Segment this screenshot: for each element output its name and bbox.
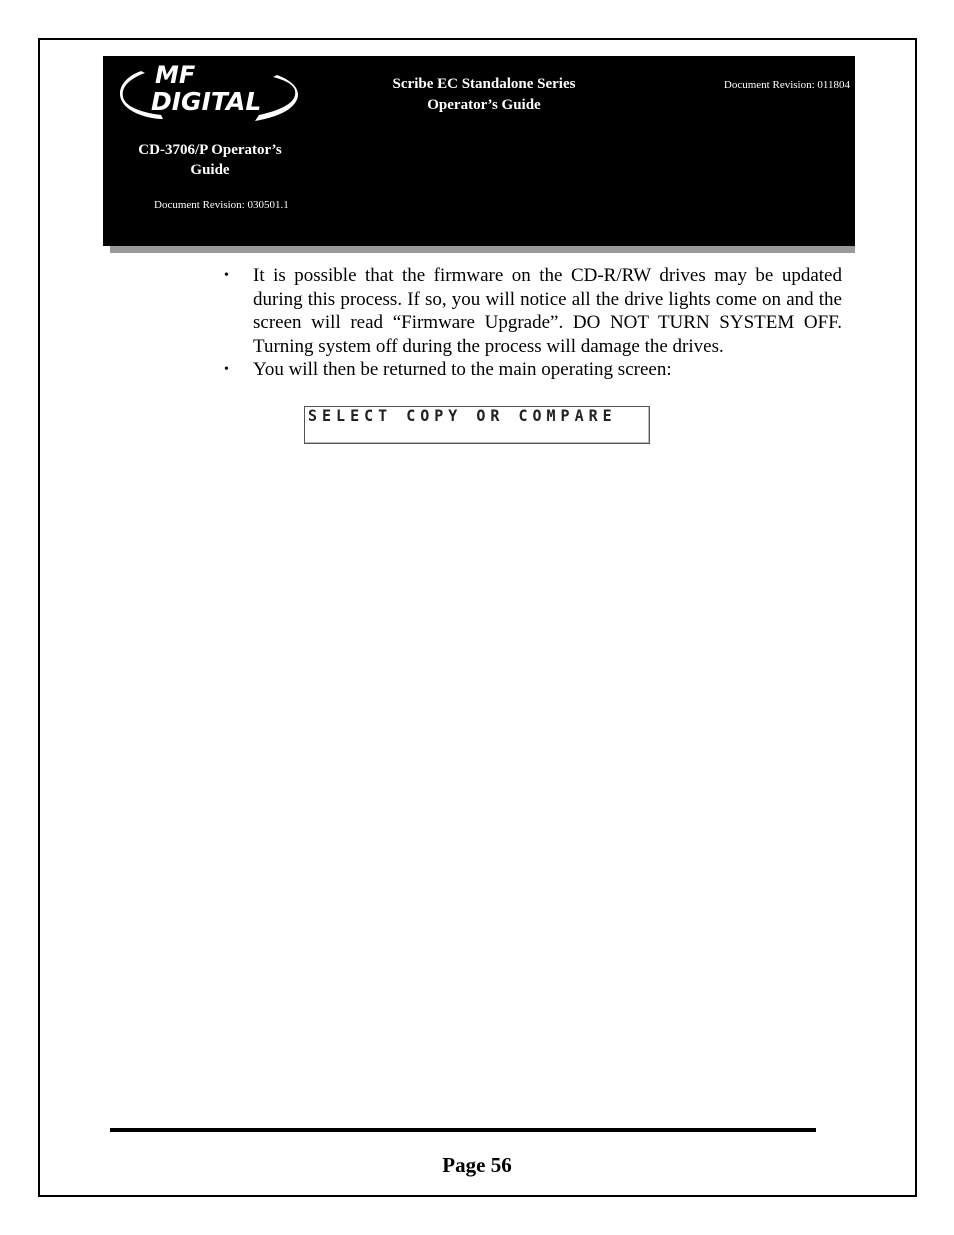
- document-revision-top: Document Revision: 011804: [723, 79, 850, 91]
- footer-divider: [110, 1128, 816, 1132]
- bullet-text: You will then be returned to the main operating screen:: [253, 359, 672, 381]
- bullet-icon: •: [224, 362, 229, 378]
- series-title: [360, 74, 608, 116]
- lcd-display-text: SELECT COPY OR COMPARE: [308, 406, 617, 426]
- lcd-screen-image: [304, 406, 650, 444]
- bullet-icon: •: [224, 268, 229, 283]
- header-shadow: [110, 246, 855, 253]
- model-title-line2: Guide: [190, 162, 230, 178]
- list-item: [222, 264, 842, 358]
- bullet-list: [222, 264, 842, 382]
- model-title-line1: CD-3706/P Operator’s: [138, 142, 282, 158]
- model-title: [110, 140, 310, 180]
- list-item: [222, 358, 842, 382]
- logo-text-digital: DIGITAL: [151, 87, 262, 116]
- logo-text-mf: MF: [155, 61, 196, 89]
- series-title-line2: Operator’s Guide: [427, 97, 541, 113]
- page-number: Page 56: [442, 1153, 512, 1177]
- series-title-line1: Scribe EC Standalone Series: [392, 76, 576, 92]
- bullet-text: It is possible that the firmware on the CD-R/RW drives may be updated during this process. If so, you will notice all the drive lights come on and the screen will read “Firmware Upgrade”. DO NOT TURN SYSTEM OFF. Turning system off during the process will damage the drives.: [253, 265, 842, 357]
- mf-digital-logo-graphic: [111, 57, 307, 125]
- document-revision-bottom: Document Revision: 030501.1: [154, 199, 289, 211]
- mf-digital-logo: [111, 57, 307, 125]
